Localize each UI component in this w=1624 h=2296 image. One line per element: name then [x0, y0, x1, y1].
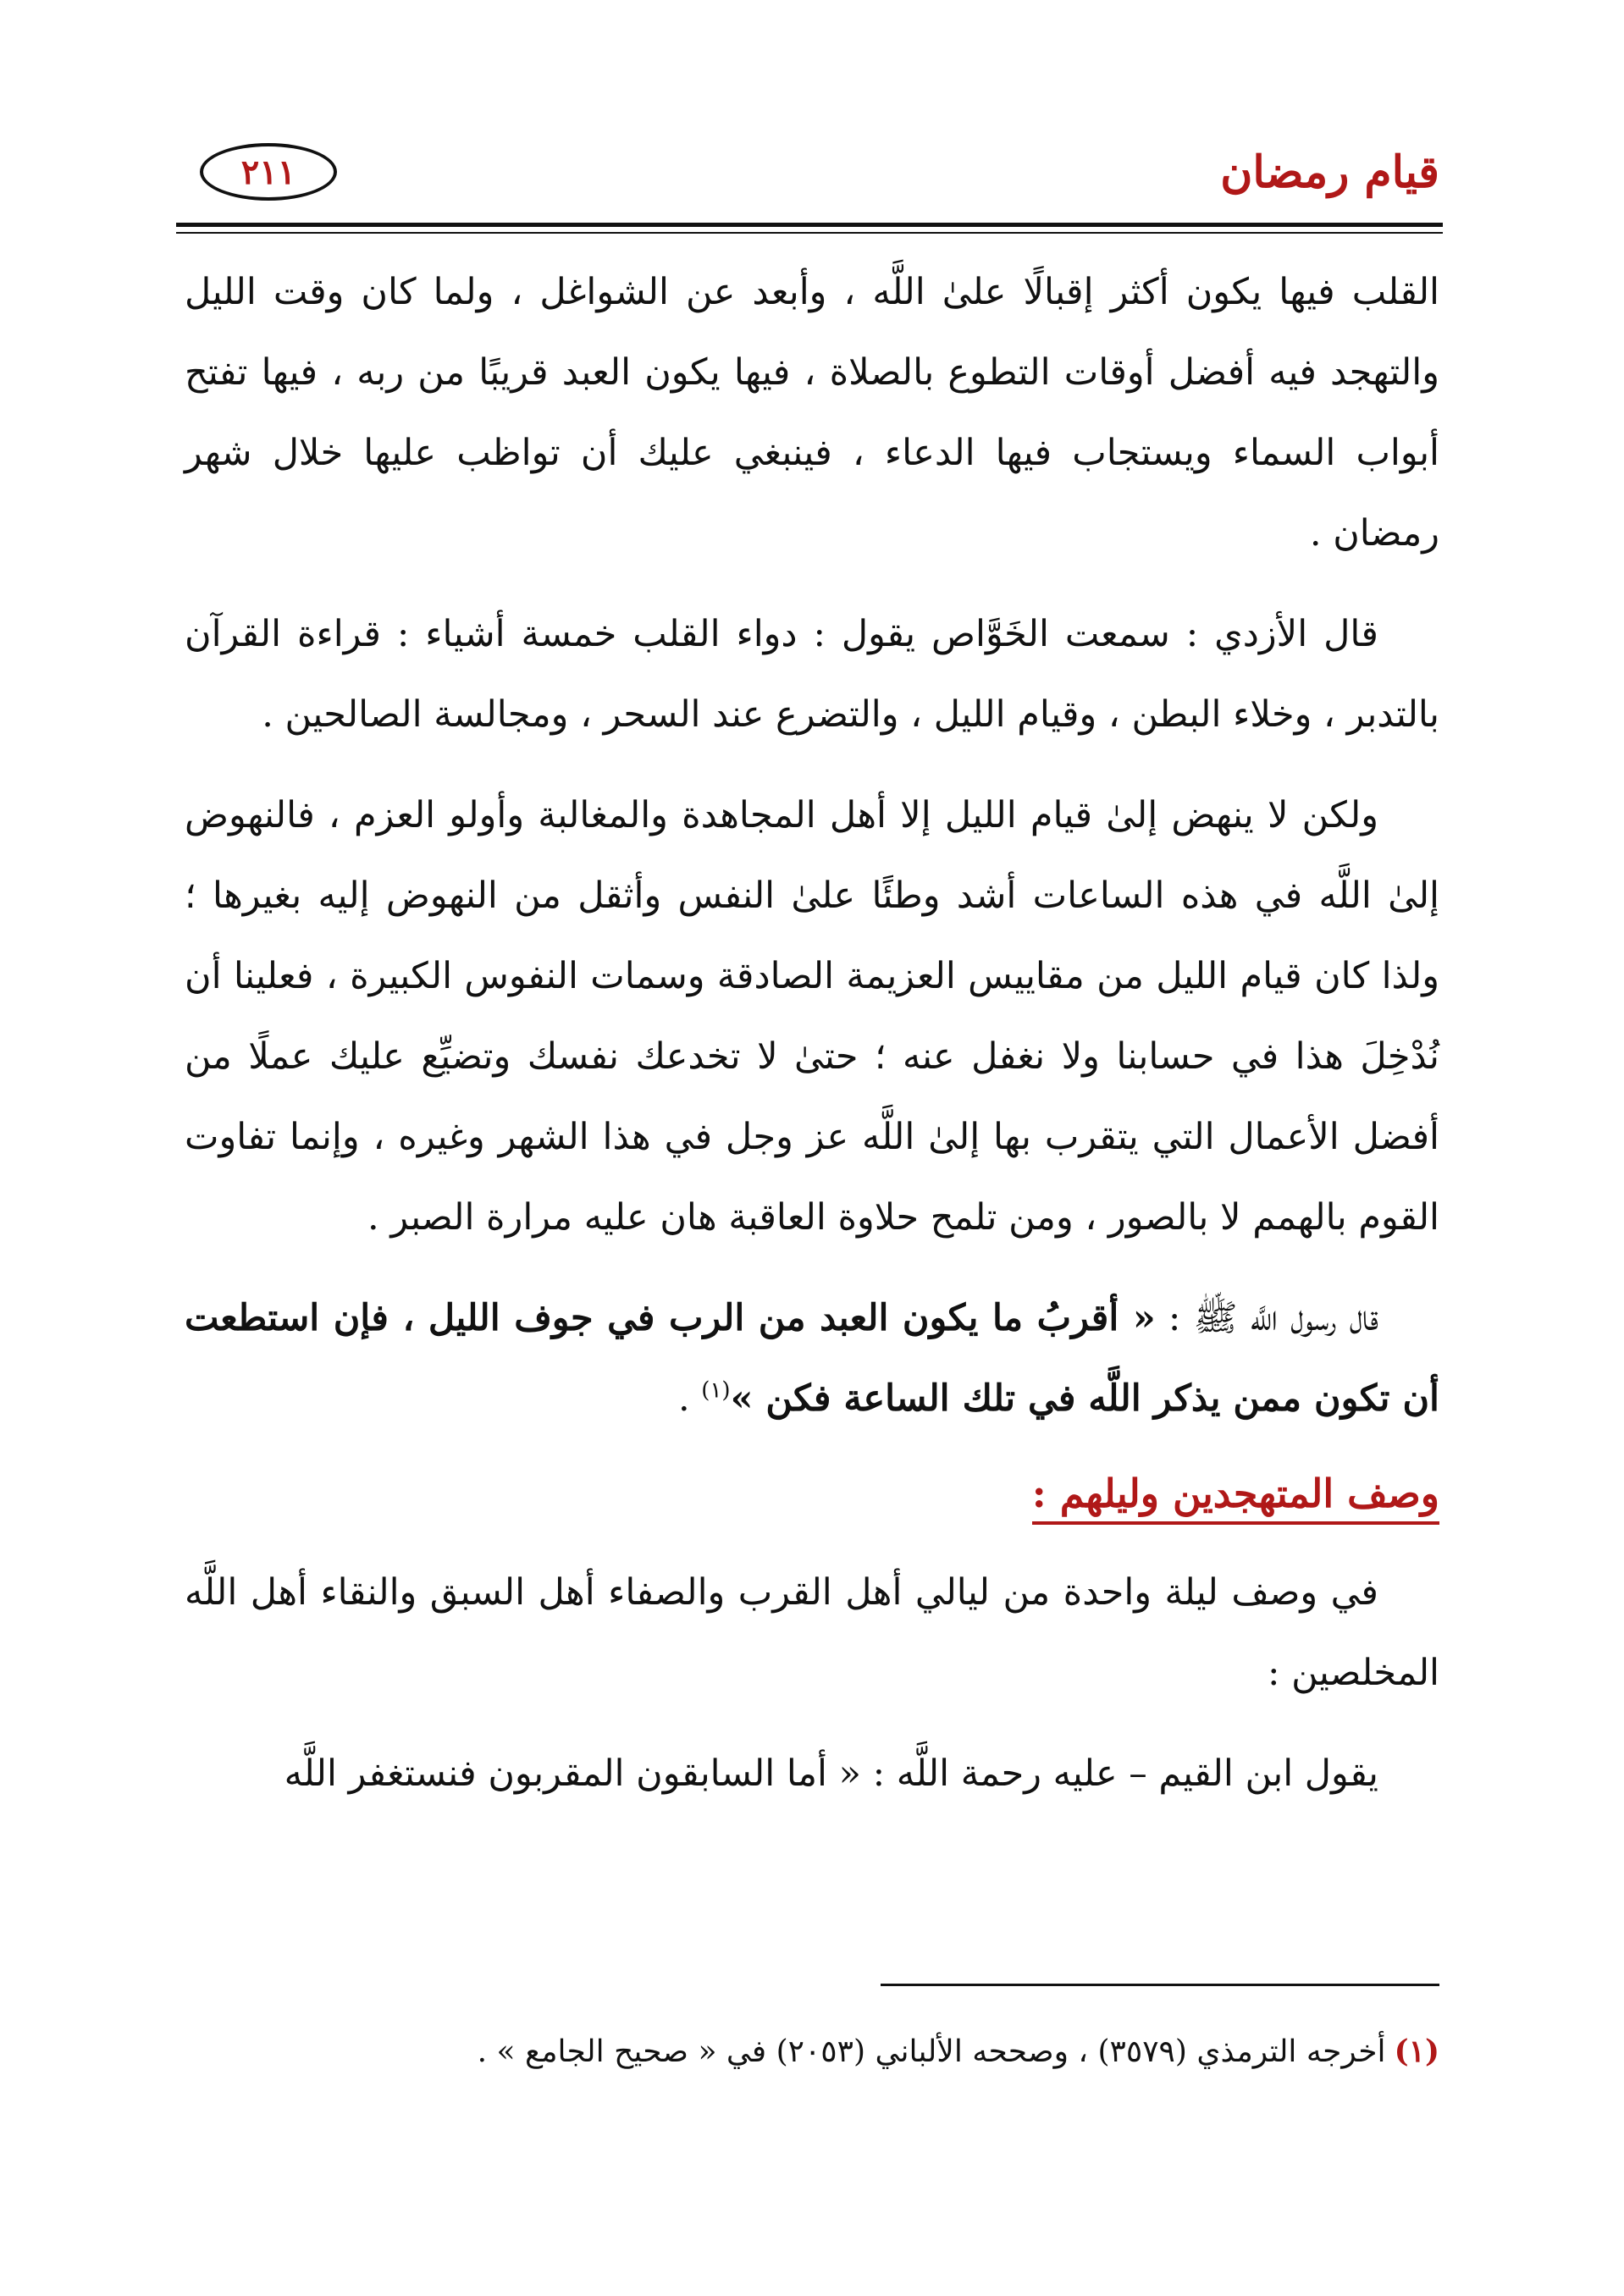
paragraph-azdi-quote: قال الأزدي : سمعت الخَوَّاص يقول : دواء القلب خمسة أشياء : قراءة القرآن بالتدبر ، وخلاء البطن ، وقيام الليل ، والتضرع عند السحر ، ومجالسة الصالحين . [185, 613, 1439, 736]
footnote-number: (١) [1394, 2034, 1439, 2069]
paragraph-qiyam: ولكن لا ينهض إلىٰ قيام الليل إلا أهل المجاهدة والمغالبة وأولو العزم ، فالنهوض إلىٰ اللَّه في هذه الساعات أشد وطئًا علىٰ النفس وأثقل من النهوض إليه بغيرها ؛ ولذا كان قيام الليل من مقاييس العزيمة الصادقة وسمات النفوس الكبيرة ، فعلينا أن نُدْخِلَ هذا في حسابنا ولا نغفل عنه ؛ حتىٰ لا تخدعك نفسك وتضيِّع عليك عملًا من أفضل الأعمال التي يتقرب بها إلىٰ اللَّه عز وجل في هذا الشهر وغيره ، وإنما تفاوت القوم بالهمم لا بالصور ، ومن تلمح حلاوة العاقبة هان عليه مرارة الصبر . [185, 794, 1439, 1239]
footnote [185, 2026, 1439, 2078]
paragraph-continuation: القلب فيها يكون أكثر إقبالًا علىٰ اللَّه ، وأبعد عن الشواغل ، ولما كان وقت الليل والتهجد فيه أفضل أوقات التطوع بالصلاة ، فيها يكون العبد قريبًا من ربه ، فيها تفتح أبواب السماء ويستجاب فيها الدعاء ، فينبغي عليك أن تواظب عليها خلال شهر رمضان . [185, 271, 1439, 555]
running-title: قيام رمضان [1220, 146, 1439, 198]
header-rule-thin [176, 232, 1443, 234]
body-text [185, 252, 1439, 1835]
footnote-separator [881, 1984, 1439, 1986]
hadith-end: . [677, 1377, 702, 1420]
section-subheading: وصف المتهجدين وليلهم : [185, 1460, 1439, 1527]
paragraph-ibn-qayyim: يقول ابن القيم – عليه رحمة اللَّه : « أما السابقون المقربون فنستغفر اللَّه [284, 1752, 1378, 1795]
hadith-quote: « أقربُ ما يكون العبد من الرب في جوف الليل ، فإن استطعت أن تكون ممن يذكر اللَّه في تلك الساعة فكن » [185, 1297, 1439, 1420]
page-number: ٢١١ [240, 152, 296, 192]
header-rule-thick [176, 223, 1443, 227]
paragraph-hadith [185, 1278, 1439, 1439]
footnote-reference[interactable]: (١) [701, 1377, 731, 1404]
page-header [185, 140, 1439, 216]
footnote-text: أخرجه الترمذي (٣٥٧٩) ، وصححه الألباني (٢٠٥٣) في « صحيح الجامع » . [477, 2034, 1386, 2069]
paragraph-description: في وصف ليلة واحدة من ليالي أهل القرب والصفاء أهل السبق والنقاء أهل اللَّه المخلصين : [185, 1571, 1439, 1694]
page-number-badge [200, 143, 337, 201]
hadith-intro: قال رسول اللَّه ﷺ : [1155, 1297, 1379, 1339]
